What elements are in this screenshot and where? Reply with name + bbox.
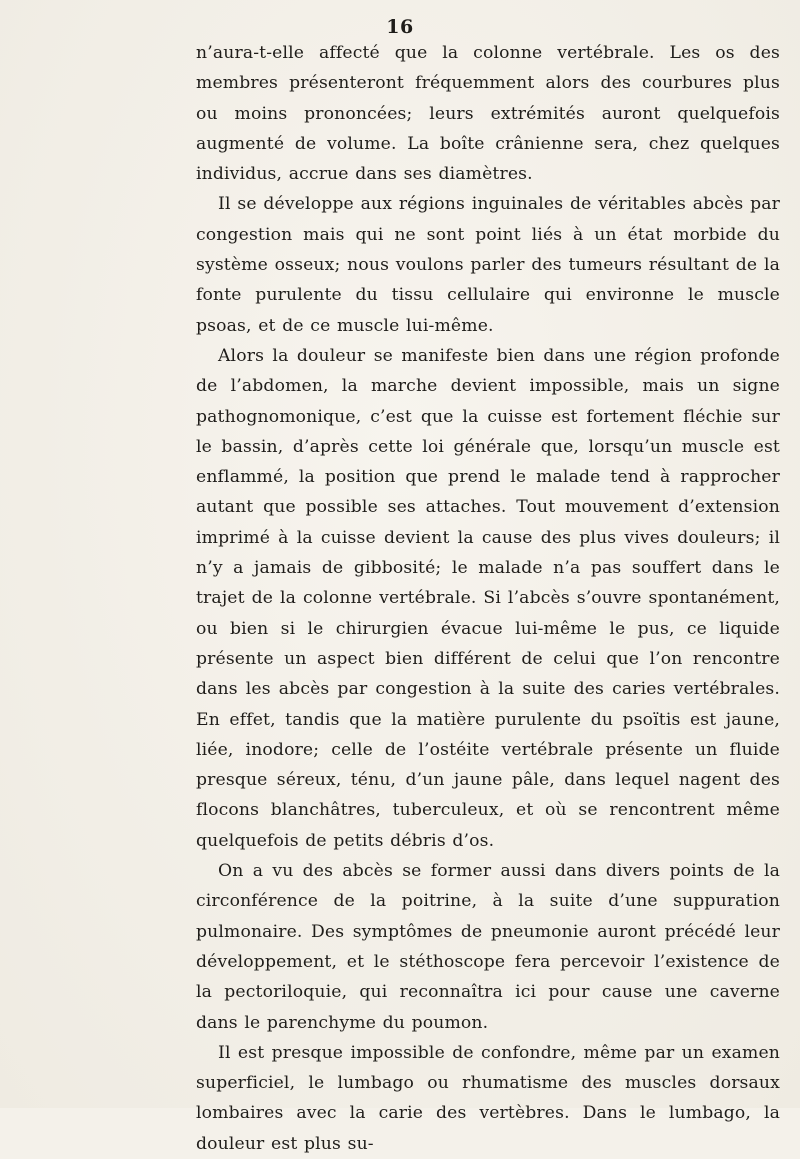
paragraph-4: On a vu des abcès se former aussi dans divers points de la circonférence de la poitrine, à la suite d’une suppuration pulmonaire. Des symptômes de pneumonie auront précédé leur développement, et le stéthoscope fera percevoir l’existence de la pectoriloquie, qui reconnaîtra ici pour cause une caverne dans le parenchyme du poumon. [196, 861, 780, 1033]
paragraph-1: n’aura-t-elle affecté que la colonne vertébrale. Les os des membres présenteront fréquemment alors des courbures plus ou moins prononcées; leurs extrémités auront quelquefois augmenté de volume. La boîte crânienne sera, chez quelques individus, accrue dans ses diamètres. [196, 43, 780, 185]
paragraph-3: Alors la douleur se manifeste bien dans une région profonde de l’abdomen, la marche devient impossible, mais un signe pathognomonique, c’est que la cuisse est fortement fléchie sur le bassin, d’après cette loi générale que, lorsqu’un muscle est enflammé, la position que prend le malade tend à rapprocher autant que possible ses attaches. Tout mouvement d’extension imprimé à la cuisse devient la cause des plus vives douleurs; il n’y a jamais de gibbosité; le malade n’a pas souffert dans le trajet de la colonne vertébrale. Si l’abcès s’ouvre spontanément, ou bien si le chirurgien évacue lui-même le pus, ce liquide présente un aspect bien différent de celui que l’on rencontre dans les abcès par congestion à la suite des caries vertébrales. En effet, tandis que la matière purulente du psoïtis est jaune, liée, inodore; celle de l’ostéite vertébrale présente un fluide presque séreux, ténu, d’un jaune pâle, dans lequel nagent des flocons blanchâtres, tuberculeux, et où se rencontrent même quelquefois de petits débris d’os. [196, 345, 780, 851]
paragraph-2: Il se développe aux régions inguinales de véritables abcès par congestion mais qui ne sont point liés à un état morbide du système osseux; nous voulons parler des tumeurs résultant de la fonte purulente du tissu cellulaire qui environne le muscle psoas, et de ce muscle lui-même. [196, 194, 780, 336]
body-text [196, 38, 780, 1159]
paragraph-5: Il est presque impossible de confondre, même par un examen superficiel, le lumbago ou rhumatisme des muscles dorsaux lombaires avec la carie des vertèbres. Dans le lumbago, la douleur est plus su- [196, 1042, 780, 1154]
page-number: 16 [386, 16, 414, 38]
